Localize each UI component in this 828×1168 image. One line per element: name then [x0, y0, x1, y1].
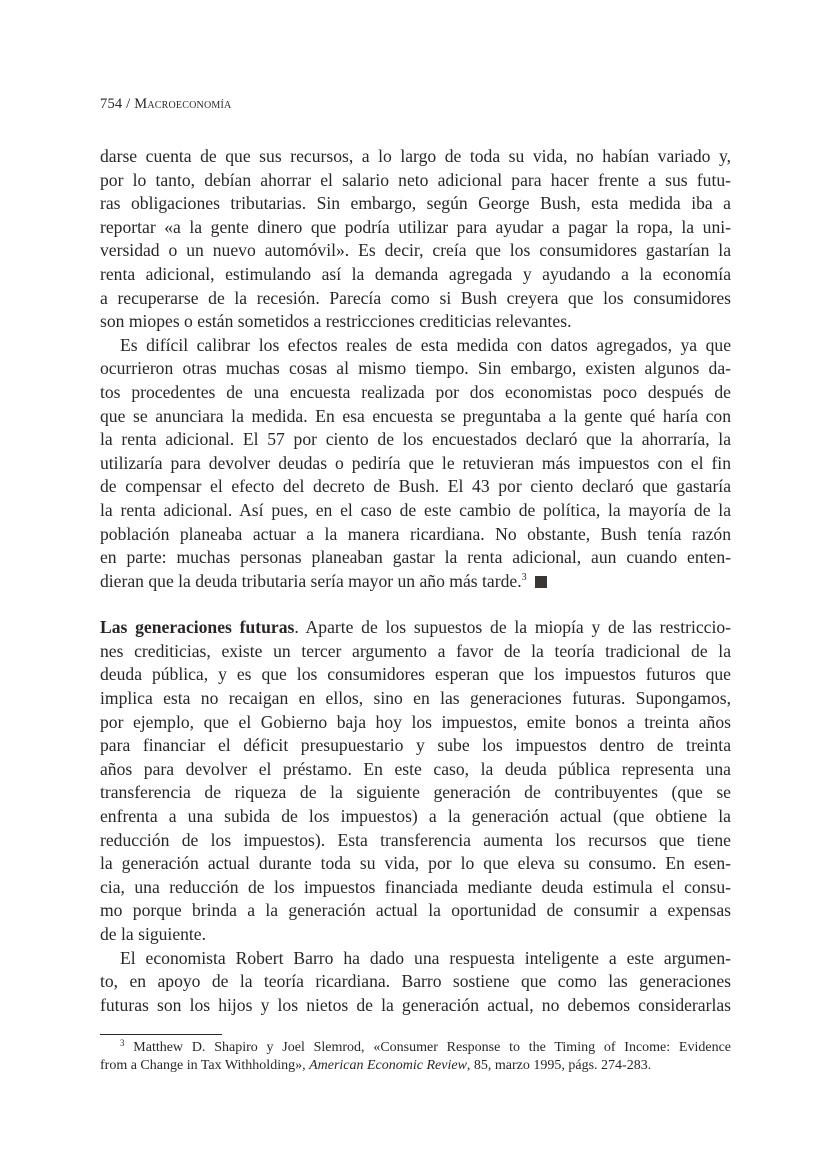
text-line: enfrenta a una subida de los impuestos) a la generación actual (que obtiene la	[100, 806, 731, 827]
text-line: futuras son los hijos y los nietos de la generación actual, no debemos considerarlas	[100, 994, 731, 1015]
end-of-box-square-icon	[535, 576, 547, 588]
text-line: Las generaciones futuras. Aparte de los supuestos de la miopía y de las restriccio-	[100, 617, 731, 638]
text-line: que se anunciara la medida. En esa encuesta se preguntaba a la gente qué haría con	[100, 405, 731, 426]
text-line: por lo tanto, debían ahorrar el salario neto adicional para hacer frente a sus futu-	[100, 169, 731, 190]
text-line: dieran que la deuda tributaria sería mayor un año más tarde.$^3$	[100, 570, 731, 594]
page-number: 754	[100, 96, 123, 112]
text-line: de la siguiente.	[100, 924, 207, 944]
text-line: cia, una reducción de los impuestos financiada mediante deuda estimula el consu-	[100, 876, 731, 897]
running-header	[100, 96, 231, 113]
footnote-reference[interactable]: 3	[521, 571, 527, 583]
text-line: versidad o un nuevo automóvil». Es decir, creía que los consumidores gastarían la	[100, 240, 731, 261]
text-line: to, en apoyo de la teoría ricardiana. Barro sostiene que como las generaciones	[100, 971, 731, 992]
text-line: Es difícil calibrar los efectos reales de esta medida con datos agregados, ya que	[120, 334, 731, 355]
text-line: para financiar el déficit presupuestario y sube los impuestos dentro de treinta	[100, 735, 731, 756]
text-line: darse cuenta de que sus recursos, a lo largo de toda su vida, no habían variado y,	[100, 146, 731, 166]
text-line: tos procedentes de una encuesta realizada por dos economistas poco después de	[100, 381, 731, 402]
text-line: reducción de los impuestos). Esta transferencia aumenta los recursos que tiene	[100, 829, 731, 850]
paragraph	[100, 145, 731, 334]
book-title: Macroeconomía	[134, 96, 232, 112]
paragraph	[100, 334, 731, 594]
text-line: años para devolver el préstamo. En este caso, la deuda pública representa una	[100, 758, 731, 779]
text-line: de compensar el efecto del decreto de Bush. El 43 por ciento declaró que gastaría	[100, 476, 731, 497]
section-heading: Las generaciones futuras	[100, 617, 295, 638]
text-line: reportar «a la gente dinero que podría utilizar para ayudar a pagar la ropa, la uni-	[100, 216, 731, 237]
text-line: en parte: muchas personas planeaban gastar la renta adicional, aun cuando enten-	[100, 547, 731, 568]
body-text	[100, 145, 731, 1017]
text-line: la renta adicional. El 57 por ciento de los encuestados declaró que la ahorraría, la	[100, 429, 731, 450]
text-line: son miopes o están sometidos a restricciones crediticias relevantes.	[100, 311, 572, 332]
journal-title: American Economic Review	[309, 1058, 467, 1073]
footnote-number: 3	[120, 1038, 125, 1048]
paragraph	[100, 947, 731, 1018]
footnote-rule	[100, 1034, 222, 1035]
text-line: la renta adicional. Así pues, en el caso de este cambio de política, la mayoría de la	[100, 499, 731, 520]
header-separator: /	[122, 96, 135, 112]
text-line: población planeaba actuar a la manera ricardiana. No obstante, Bush tenía razón	[100, 523, 731, 544]
text-line: por ejemplo, que el Gobierno baja hoy los impuestos, emite bonos a treinta años	[100, 711, 731, 732]
text-line: nes crediticias, existe un tercer argumento a favor de la teoría tradicional de la	[100, 640, 731, 661]
text-line: a recuperarse de la recesión. Parecía como si Bush creyera que los consumidores	[100, 287, 731, 308]
footnote-line: from a Change in Tax Withholding», American Economic Review, 85, marzo 1995, págs. 274-283.	[100, 1058, 652, 1073]
text-line: transferencia de riqueza de la siguiente generación de contribuyentes (que se	[100, 782, 731, 803]
text-line: utilizaría para devolver deudas o pediría que le retuvieran más impuestos con el fin	[100, 452, 731, 473]
text-line: renta adicional, estimulando así la demanda agregada y ayudando a la economía	[100, 263, 731, 284]
text-line: ras obligaciones tributarias. Sin embargo, según George Bush, esta medida iba a	[100, 193, 731, 214]
text-line: mo porque brinda a la generación actual la oportunidad de consumir a expensas	[100, 900, 731, 921]
text-line: El economista Robert Barro ha dado una respuesta inteligente a este argumen-	[120, 947, 731, 968]
text-line: la generación actual durante toda su vida, por lo que eleva su consumo. En esen-	[100, 853, 731, 874]
text-line: ocurrieron otras muchas cosas al mismo tiempo. Sin embargo, existen algunos da-	[100, 358, 731, 379]
footnote-line: $^3$ Matthew D. Shapiro y Joel Slemrod, «Consumer Response to the Timing of Income: Evidence	[120, 1038, 732, 1055]
text-line: deuda pública, y es que los consumidores esperan que los impuestos futuros que	[100, 664, 731, 685]
footnote	[100, 1039, 731, 1075]
text-line: implica esta no recaigan en ellos, sino en las generaciones futuras. Supongamos,	[100, 688, 731, 709]
paragraph	[100, 616, 731, 946]
